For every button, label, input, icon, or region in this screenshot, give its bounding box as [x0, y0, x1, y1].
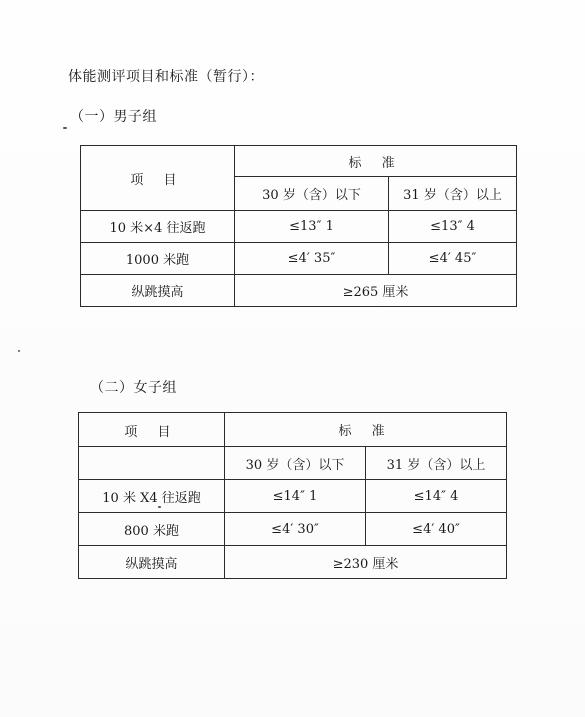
- item-header: 项 目: [79, 413, 225, 447]
- jump-value-cell: ≥265 厘米: [235, 275, 517, 307]
- over-value-cell: ≤14″ 4: [366, 480, 507, 513]
- item-cell: 800 米跑: [79, 513, 225, 546]
- under-value-cell: ≤4′ 35″: [235, 243, 389, 275]
- women-group-title: （二）女子组: [90, 380, 177, 396]
- over-value-cell: ≤13″ 4: [389, 211, 517, 243]
- age-under-header: 30 岁（含）以下: [225, 447, 366, 480]
- men-group-title: （一）男子组: [70, 109, 157, 125]
- item-cell: 10 米 X4 往返跑: [79, 480, 225, 513]
- table-row: [79, 513, 507, 546]
- table-row: [81, 275, 517, 307]
- over-value-cell: ≤4′ 45″: [389, 243, 517, 275]
- over-value-cell: ≤4′ 40″: [366, 513, 507, 546]
- table-row: [79, 480, 507, 513]
- age-over-header: 31 岁（含）以上: [389, 177, 517, 211]
- age-under-header: 30 岁（含）以下: [235, 177, 389, 211]
- table-header-row: [81, 146, 517, 177]
- under-value-cell: ≤14″ 1: [225, 480, 366, 513]
- women-standards-table: [78, 412, 507, 579]
- men-standards-table: [80, 145, 517, 307]
- item-cell: 1000 米跑: [81, 243, 235, 275]
- table-row: [79, 546, 507, 579]
- item-cell: 纵跳摸高: [79, 546, 225, 579]
- table-header-row: [79, 413, 507, 447]
- standard-header: 标 准: [235, 146, 517, 177]
- item-header: 项 目: [81, 146, 235, 211]
- item-cell: 10 米×4 往返跑: [81, 211, 235, 243]
- table-row: [81, 211, 517, 243]
- scan-speck: [158, 506, 161, 508]
- standard-header: 标 准: [225, 413, 507, 447]
- item-header-blank: [79, 447, 225, 480]
- table-subheader-row: [79, 447, 507, 480]
- scan-speck: [63, 127, 67, 129]
- document-heading: 体能测评项目和标准（暂行）：: [68, 69, 264, 85]
- item-cell: 纵跳摸高: [81, 275, 235, 307]
- age-over-header: 31 岁（含）以上: [366, 447, 507, 480]
- under-value-cell: ≤13″ 1: [235, 211, 389, 243]
- jump-value-cell: ≥230 厘米: [225, 546, 507, 579]
- scan-speck: [18, 350, 20, 352]
- under-value-cell: ≤4′ 30″: [225, 513, 366, 546]
- table-row: [81, 243, 517, 275]
